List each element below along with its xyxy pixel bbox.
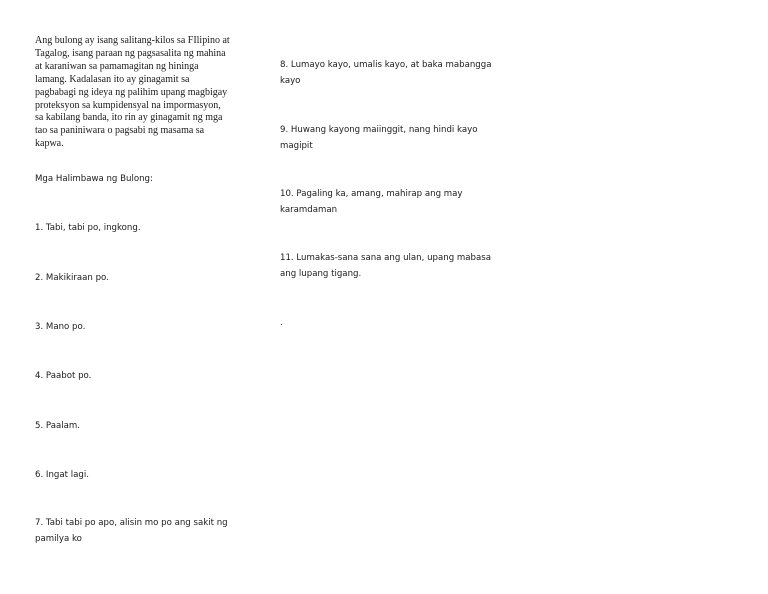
intro-paragraph: Ang bulong ay isang salitang-kilos sa FIlipino at Tagalog, isang paraan ng pagsasalita ng mahina at karaniwan sa pamamagitan ng hininga lamang. Kadalasan ito ay ginagamit sa pagbabagi ng ideya ng palihim upang magbigay proteksyon sa kumpidensyal na impormasyon, sa kabilang banda, ito rin ay ginagamit ng mga tao sa paniniwara o pagsabi ng masama sa kapwa. [35,35,230,150]
example-item-6: 6. Ingat lagi. [35,470,89,480]
example-item-7: 7. Tabi tabi po apo, alisin mo po ang sakit ng pamilya ko [35,518,228,544]
example-item-5: 5. Paalam. [35,421,81,431]
example-item-9: 9. Huwang kayong maiinggit, nang hindi kayo magipit [280,125,478,151]
examples-heading: Mga Halimbawa ng Bulong: [35,174,153,184]
trailing-period: . [280,318,283,328]
example-item-10: 10. Pagaling ka, amang, mahirap ang may karamdaman [280,189,463,215]
example-item-3: 3. Mano po. [35,322,86,332]
example-item-4: 4. Paabot po. [35,371,92,381]
example-item-8: 8. Lumayo kayo, umalis kayo, at baka mabangga kayo [280,60,492,86]
example-item-1: 1. Tabi, tabi po, ingkong. [35,223,141,233]
example-item-2: 2. Makikiraan po. [35,273,109,283]
example-item-11: 11. Lumakas-sana sana ang ulan, upang mabasa ang lupang tigang. [280,253,491,279]
